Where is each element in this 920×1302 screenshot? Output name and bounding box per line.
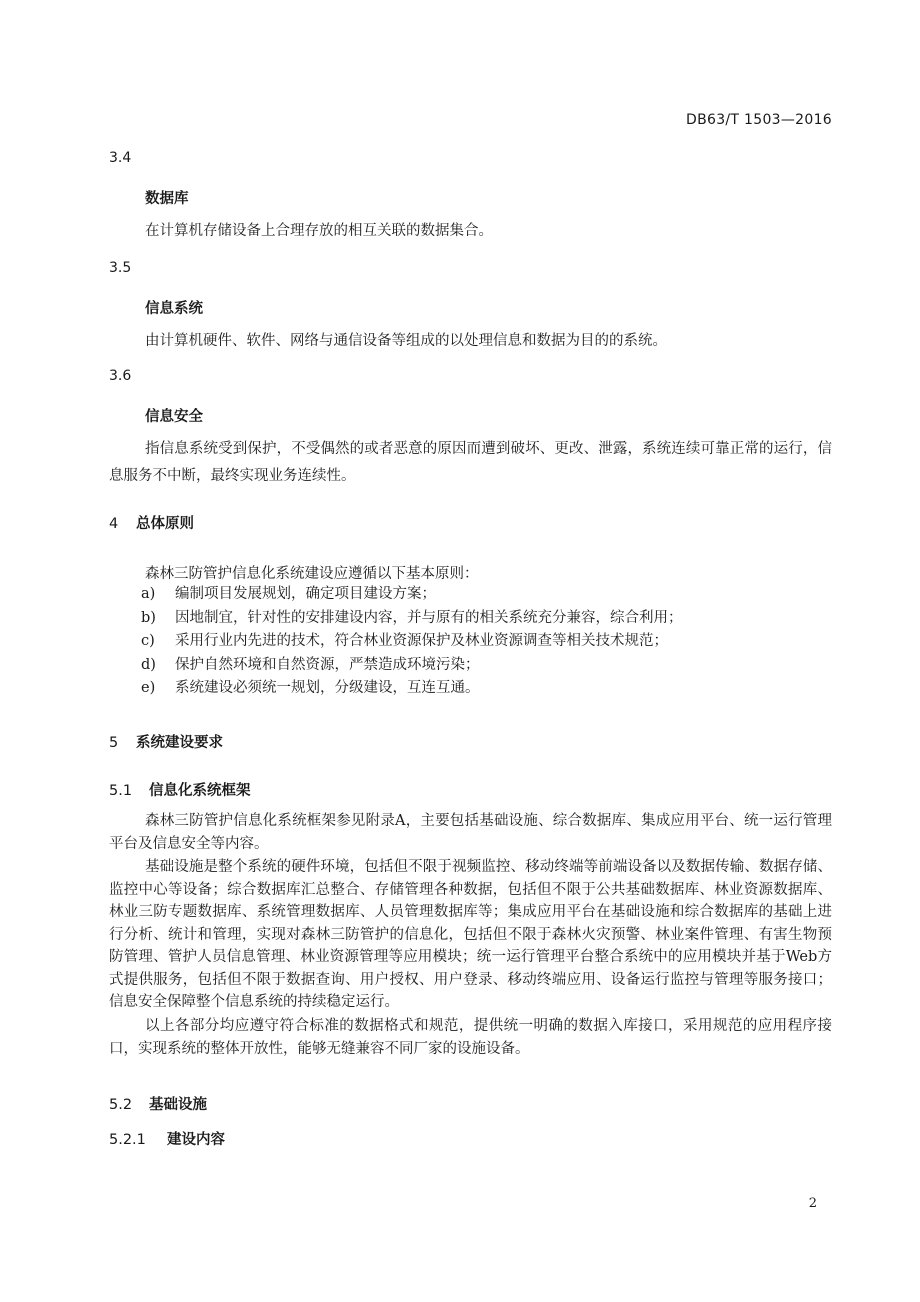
list-marker: d): [141, 656, 156, 673]
term-name: 数据库: [145, 191, 189, 207]
section-heading: [109, 512, 194, 533]
term-name: 信息安全: [145, 409, 203, 425]
term-definition: 由计算机硬件、软件、网络与通信设备等组成的以处理信息和数据为目的的系统。: [145, 333, 667, 349]
subsection-number: 5.1: [109, 783, 133, 799]
list-marker: e): [141, 680, 156, 696]
subsection-title: 信息化系统框架: [149, 783, 251, 799]
standard-code: DB63/T 1503—2016: [686, 112, 832, 128]
list-marker: c): [141, 633, 155, 649]
body-paragraph: 以上各部分均应遵守符合标准的数据格式和规范，提供统一明确的数据入库接口，采用规范的应用程序接口，实现系统的整体开放性，能够无缝兼容不同厂家的设施设备。: [109, 1018, 832, 1057]
section-number: 5: [109, 735, 119, 751]
section-heading: [109, 731, 223, 752]
principles-list: [141, 583, 841, 701]
subsubsection-number: 5.2.1: [109, 1132, 146, 1148]
section-number: 4: [109, 516, 119, 532]
list-item-text: 采用行业内先进的技术，符合林业资源保护及林业资源调查等相关技术规范；: [175, 633, 668, 649]
term-definition: 指信息系统受到保护，不受偶然的或者恶意的原因而遭到破坏、更改、泄露，系统连续可靠正常的运行，信息服务不中断，最终实现业务连续性。: [109, 441, 832, 484]
list-marker: b): [141, 609, 156, 626]
body-paragraph: 森林三防管护信息化系统框架参见附录A，主要包括基础设施、综合数据库、集成应用平台、统一运行管理平台及信息安全等内容。: [109, 813, 832, 852]
section-title: 系统建设要求: [136, 735, 223, 751]
subsubsection-title: 建设内容: [167, 1132, 225, 1148]
term-number: 3.4: [109, 150, 132, 166]
section-title: 总体原则: [136, 516, 194, 532]
term-number: 3.5: [109, 260, 132, 276]
page-number: 2: [808, 1196, 817, 1211]
subsubsection-heading: [109, 1128, 225, 1149]
list-item: [141, 583, 841, 607]
list-item-text: 系统建设必须统一规划，分级建设，互连互通。: [175, 680, 480, 696]
term-number: 3.6: [109, 368, 132, 384]
list-item: [141, 630, 841, 654]
subsection-number: 5.2: [109, 1097, 133, 1113]
list-item: [141, 607, 841, 631]
list-item: [141, 654, 841, 678]
body-paragraph: 基础设施是整个系统的硬件环境，包括但不限于视频监控、移动终端等前端设备以及数据传输、数据存储、监控中心等设备；综合数据库汇总整合、存储管理各种数据，包括但不限于公共基础数据库、林业资源数据库、林业三防专题数据库、系统管理数据库、人员管理数据库等；集成应用平台在基础设施和综合数据库的基础上进行分析、统计和管理，实现对森林三防管护的信息化，包括但不限于森林火灾预警、林业案件管理、有害生物预防管理、管护人员信息管理、林业资源管理等应用模块；统一运行管理平台整合系统中的应用模块并基于Web方式提供服务，包括但不限于数据查询、用户授权、用户登录、移动终端应用、设备运行监控与管理等服务接口；信息安全保障整个信息系统的持续稳定运行。: [109, 859, 832, 1010]
list-item: [141, 677, 841, 701]
term-definition: 在计算机存储设备上合理存放的相互关联的数据集合。: [145, 223, 493, 239]
term-name: 信息系统: [145, 301, 203, 317]
subsection-title: 基础设施: [149, 1097, 207, 1113]
list-item-text: 因地制宜，针对性的安排建设内容，并与原有的相关系统充分兼容，综合利用；: [175, 609, 683, 626]
subsection-heading: [109, 779, 251, 800]
list-marker: a): [141, 586, 156, 602]
subsection-heading: [109, 1093, 207, 1114]
list-item-text: 编制项目发展规划，确定项目建设方案；: [175, 586, 436, 602]
list-item-text: 保护自然环境和自然资源，严禁造成环境污染；: [175, 656, 480, 673]
section-intro: 森林三防管护信息化系统建设应遵循以下基本原则：: [145, 566, 479, 582]
